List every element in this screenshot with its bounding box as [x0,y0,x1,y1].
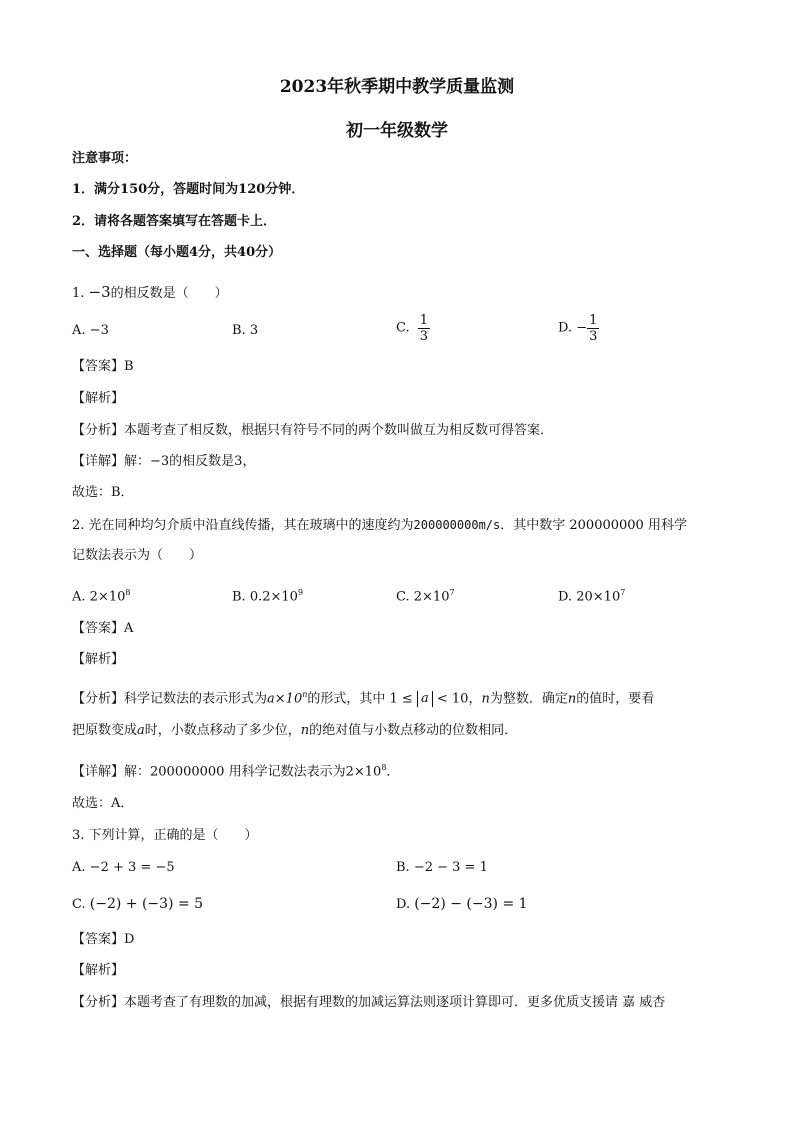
q1-option-d-fraction: $\frac{1}{3}$ [589,313,598,344]
q3-option-c: C. (−2) + (−3) = 5 [72,896,204,912]
q2-option-a: A. $2\times 10^8$ [72,588,131,605]
q3-jiexi: 【解析】 [72,963,125,978]
q1-option-c-fraction: $\frac{1}{3}$ [419,313,429,344]
q2-jiexi: 【解析】 [72,652,125,667]
exam-subtitle: 初一年级数学 [346,121,448,141]
q2-option-d: D. $20\times 10^7$ [558,588,626,605]
q3-option-b: B. −2 − 3 = 1 [396,860,488,875]
q2-option-b: B. $0.2\times 10^9$ [232,588,304,605]
q1-option-b: B. 3 [232,323,259,338]
q1-option-c: C. $\frac{1}{3}$ [396,313,429,344]
section-heading: 一、选择题（每小题4分，共40分） [72,245,282,260]
q1-option-a: A. −3 [72,323,109,338]
q3-answer: 【答案】D [72,932,135,947]
q2-solution: 【详解】解：200000000 用科学记数法表示为$2\times 10^8$． [72,763,400,780]
q1-analysis: 【分析】本题考查了相反数，根据只有符号不同的两个数叫做互为相反数可得答案． [72,423,554,438]
q2-answer: 【答案】A [72,621,134,636]
q1-stem [72,283,228,303]
q3-option-a: A. −2 + 3 = −5 [72,860,175,875]
q3-analysis: 【分析】本题考查了有理数的加减，根据有理数的加减运算法则逐项计算即可．更多优质支援请 嘉 威杏 [72,995,666,1010]
q2-choice: 故选：A． [72,796,134,811]
q1-option-d: D. − $\frac{1}{3}$ [558,313,598,344]
q1-number: 1. [72,286,85,301]
notice-item-2: 2．请将各题答案填写在答题卡上． [72,214,277,229]
q2-stem-line1: 2. 光在同种均匀介质中沿直线传播，其在玻璃中的速度约为200000000m/s．其中数字 200000000 用科学 [72,518,687,533]
notice-heading: 注意事项： [72,151,138,166]
q1-stem-text: 的相反数是（ ） [110,286,228,301]
q3-option-d: D. (−2) − (−3) = 1 [396,896,528,912]
q2-option-c: C. $2\times 10^7$ [396,588,455,605]
q2-analysis-line2: 把原数变成a时，小数点移动了多少位，n的绝对值与小数点移动的位数相同． [72,723,518,738]
q1-solution: 【详解】解：−3的相反数是3， [72,454,256,469]
q1-choice: 故选：B． [72,485,134,500]
exam-title: 2023年秋季期中教学质量监测 [279,77,515,97]
q2-analysis-line1: 【分析】科学记数法的表示形式为$a\times 10^n$的形式，其中 1 ≤ a < 10，n为整数．确定n的值时，要看 [72,690,655,707]
q1-jiexi: 【解析】 [72,391,125,406]
notice-item-1: 1．满分150分，答题时间为120分钟． [72,182,305,197]
q1-answer: 【答案】B [72,359,134,374]
q2-stem-line2: 记数法表示为（ ） [72,548,203,563]
q1-expression: −3 [88,283,111,301]
q3-stem: 3. 下列计算，正确的是（ ） [72,828,258,843]
